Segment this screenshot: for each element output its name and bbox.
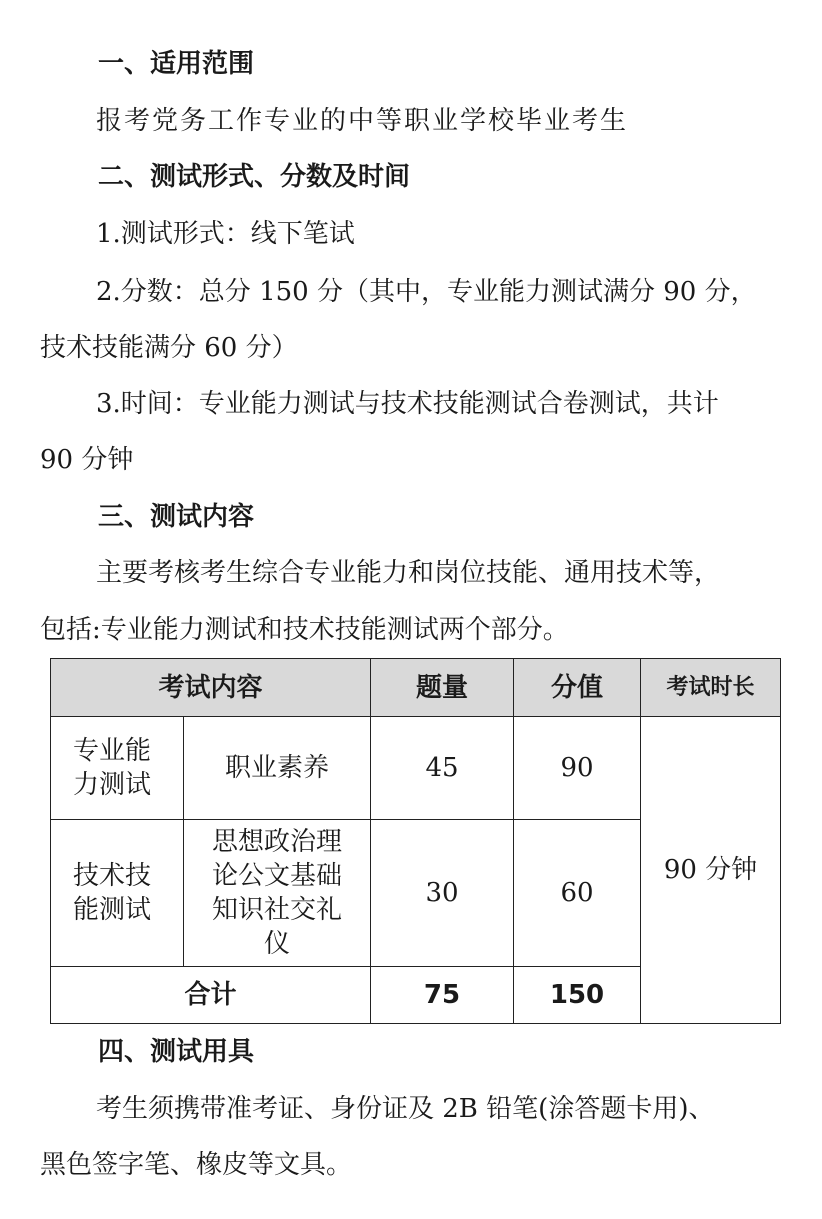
row-content bbox=[184, 820, 371, 967]
section-1-text: 报考党务工作专业的中等职业学校毕业考生 bbox=[96, 106, 629, 136]
header-exam-content: 考试内容 bbox=[51, 659, 371, 717]
section-2-item-2-line-2: 技术技能满分 60 分） bbox=[40, 333, 298, 363]
section-4-text-line-2: 黑色签字笔、橡皮等文具。 bbox=[40, 1150, 353, 1180]
header-question-count: 题量 bbox=[371, 659, 514, 717]
section-2-heading: 二、测试形式、分数及时间 bbox=[98, 162, 411, 192]
section-3-text-line-1: 主要考核考生综合专业能力和岗位技能、通用技术等， bbox=[96, 558, 721, 588]
table-header-row bbox=[51, 659, 781, 717]
section-2-item-1: 1.测试形式：线下笔试 bbox=[96, 219, 355, 249]
section-3-heading: 三、测试内容 bbox=[98, 502, 255, 532]
section-4-text-line-1: 考生须携带准考证、身份证及 2B 铅笔(涂答题卡用)、 bbox=[96, 1094, 715, 1124]
category-text: 技术技能测试 bbox=[73, 861, 152, 925]
row-score: 60 bbox=[514, 820, 641, 967]
content-text: 思想政治理论公文基础知识社交礼仪 bbox=[211, 827, 342, 959]
section-2-item-3-line-2: 90 分钟 bbox=[40, 445, 134, 475]
section-1-heading: 一、适用范围 bbox=[98, 49, 255, 79]
row-count: 45 bbox=[371, 717, 514, 820]
total-score: 150 bbox=[514, 967, 641, 1024]
section-3-text-line-2: 包括:专业能力测试和技术技能测试两个部分。 bbox=[40, 615, 569, 645]
duration-cell: 90 分钟 bbox=[641, 717, 781, 1024]
row-score: 90 bbox=[514, 717, 641, 820]
row-category bbox=[51, 820, 184, 967]
section-2-item-3-line-1: 3.时间：专业能力测试与技术技能测试合卷测试，共计 bbox=[96, 389, 719, 419]
total-label: 合计 bbox=[51, 967, 371, 1024]
header-score: 分值 bbox=[514, 659, 641, 717]
section-4-heading: 四、测试用具 bbox=[98, 1037, 255, 1067]
row-content: 职业素养 bbox=[184, 717, 371, 820]
total-count: 75 bbox=[371, 967, 514, 1024]
table-row bbox=[51, 717, 781, 820]
row-count: 30 bbox=[371, 820, 514, 967]
section-2-item-2-line-1: 2.分数：总分 150 分（其中，专业能力测试满分 90 分， bbox=[96, 277, 757, 307]
header-duration: 考试时长 bbox=[641, 659, 781, 717]
row-category bbox=[51, 717, 184, 820]
exam-content-table bbox=[50, 658, 781, 1024]
category-text: 专业能力测试 bbox=[73, 736, 152, 800]
